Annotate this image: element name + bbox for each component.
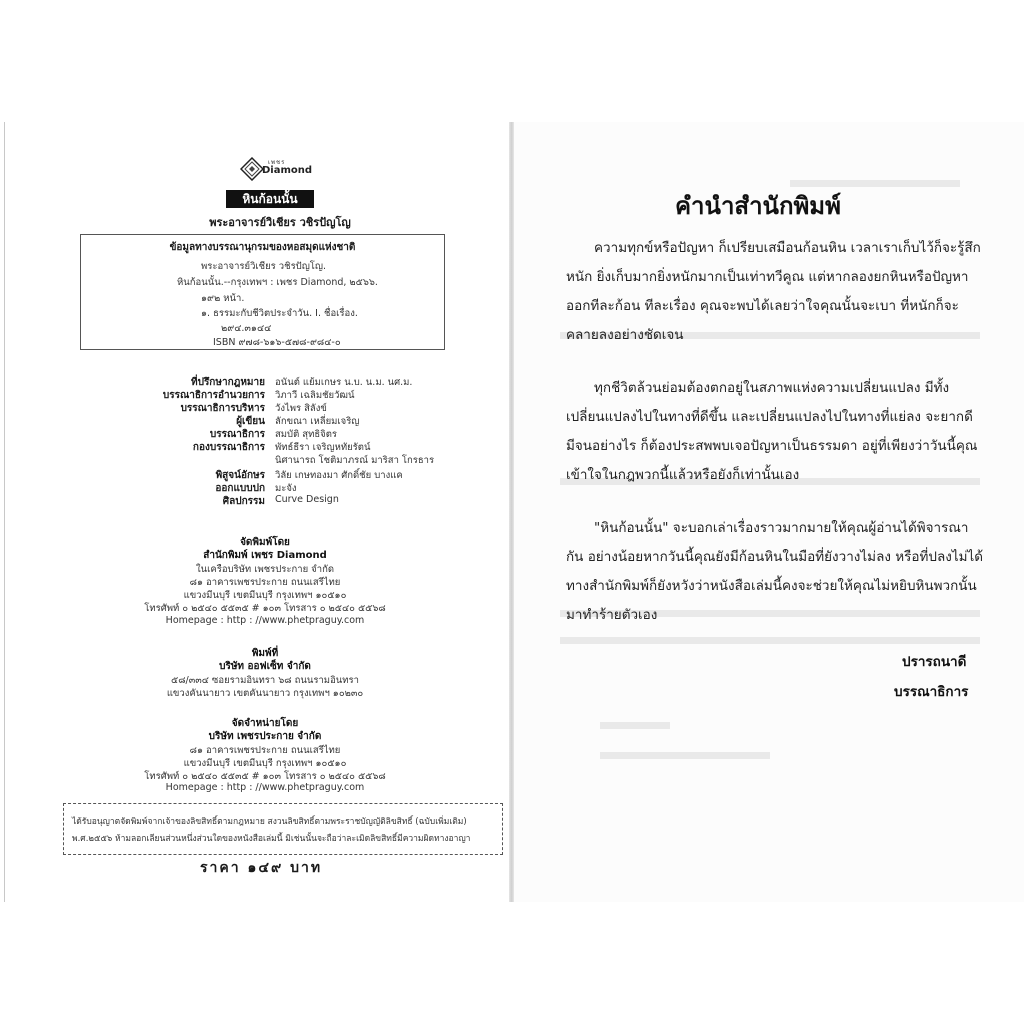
credit-label: กองบรรณาธิการ [192, 442, 265, 453]
publisher-block [100, 535, 430, 635]
publisher-line: ๘๑ อาคารเพชรประกาย ถนนเสรีไทย [189, 577, 341, 588]
publisher-name: สำนักพิมพ์ เพชร Diamond [203, 550, 327, 561]
foreword-line: คลายลงอย่างชัดเจน [566, 327, 684, 343]
credit-label: บรรณาธิการอำนวยการ [162, 390, 265, 401]
foreword-line: เปลี่ยนแปลงไปในทางที่ดีขึ้น และเปลี่ยนแปลงไปในทางที่แย่ลง จะยากดี [566, 409, 973, 425]
publisher-line: ในเครือบริษัท เพชรประกาย จำกัด [195, 564, 334, 575]
credit-value: พัทธ์ธีรา เจริญหทัยรัตน์ [275, 442, 371, 453]
cip-line: ๑. ธรรมะกับชีวิตประจำวัน. I. ชื่อเรื่อง. [201, 308, 358, 319]
foreword-line: หนัก ยิ่งเก็บมากยิ่งหนักมากเป็นเท่าทวีคูณ แต่หากลองยกหินหรือปัญหา [566, 269, 969, 285]
printer-heading: พิมพ์ที่ [251, 648, 279, 659]
credit-value: นิศานารถ โชติมาภรณ์ มาริสา โกรธาร [275, 455, 435, 466]
distributor-line: แขวงมีนบุรี เขตมีนบุรี กรุงเทพฯ ๑๐๕๑๐ [183, 758, 347, 769]
logo-small-text: เพชร [268, 159, 286, 166]
credit-value: วิลัย เกษทองมา ศักดิ์ชัย บางแค [275, 470, 403, 481]
credit-label: ศิลปกรรม [222, 496, 265, 507]
show-through-mark [600, 722, 670, 729]
distributor-phone: โทรศัพท์ ๐ ๒๕๔๐ ๕๕๓๕ # ๑๐๓ โทรสาร ๐ ๒๕๔๐ ๕๕๖๘ [144, 771, 386, 782]
foreword-line: มาทำร้ายตัวเอง [566, 607, 658, 623]
cip-line: ๑๙๒ หน้า. [201, 293, 245, 304]
publisher-homepage: Homepage : http : //www.phetpraguy.com [165, 615, 365, 626]
printer-line: ๕๘/๓๓๔ ซอยรามอินทรา ๖๘ ถนนรามอินทรา [171, 675, 359, 686]
distributor-homepage: Homepage : http : //www.phetpraguy.com [165, 782, 365, 793]
printer-name: บริษัท ออฟเซ็ท จำกัด [219, 661, 311, 672]
copyright-notice-box [63, 803, 503, 855]
foreword-line: ออกทีละก้อน ทีละเรื่อง คุณจะพบได้เลยว่าใจคุณนั้นจะเบา ที่หนักก็จะ [566, 298, 959, 314]
credit-label: บรรณาธิการ [209, 429, 265, 440]
cip-line: พระอาจารย์วิเชียร วชิรปัญโญ. [201, 261, 327, 272]
publisher-line: แขวงมีนบุรี เขตมีนบุรี กรุงเทพฯ ๑๐๕๑๐ [183, 590, 347, 601]
publisher-logo [240, 157, 320, 183]
credit-value: วิภาวี เฉลิมชัยวัฒน์ [275, 390, 355, 401]
distributor-name: บริษัท เพชรประกาย จำกัด [208, 731, 322, 742]
price-label: ราคา ๑๔๙ บาท [200, 860, 323, 876]
credit-value: Curve Design [275, 494, 339, 505]
author-name: พระอาจารย์วิเชียร วชิรปัญโญ [209, 216, 351, 229]
foreword-line: ทางสำนักพิมพ์ก็ยังหวังว่าหนังสือเล่มนี้คงจะช่วยให้คุณไม่หยิบหินพวกนั้น [566, 578, 977, 594]
copyright-line: พ.ศ.๒๕๕๖ ห้ามลอกเลียนส่วนหนึ่งส่วนใดของหนังสือเล่มนี้ มิเช่นนั้นจะถือว่าละเมิดลิขสิทธิ์มีความผิดทางอาญา [72, 834, 471, 844]
foreword-line: เข้าใจในกฎพวกนี้แล้วหรือยังก็เท่านั้นเอง [566, 467, 800, 483]
show-through-mark [560, 637, 980, 644]
distributor-line: ๘๑ อาคารเพชรประกาย ถนนเสรีไทย [189, 745, 341, 756]
show-through-mark [600, 752, 770, 759]
cip-line: หินก้อนนั้น.--กรุงเทพฯ : เพชร Diamond, ๒๕๖๖. [177, 277, 378, 288]
foreword-line: ความทุกข์หรือปัญหา ก็เปรียบเสมือนก้อนหิน เวลาเราเก็บไว้ก็จะรู้สึก [594, 240, 981, 256]
printer-block [100, 646, 430, 699]
copyright-line: ได้รับอนุญาตจัดพิมพ์จากเจ้าของลิขสิทธิ์ตามกฎหมาย สงวนลิขสิทธิ์ตามพระราชบัญญัติลิขสิทธิ์ (ฉบับเพิ่มเติม) [72, 817, 467, 827]
foreword-line: มีจนอย่างไร ก็ต้องประสพพบเจอปัญหาเป็นธรรมดา อยู่ที่เพียงว่าวันนี้คุณ [566, 438, 978, 454]
foreword-line: "หินก้อนนั้น" จะบอกเล่าเรื่องราวมากมายให้คุณผู้อ่านได้พิจารณา [594, 520, 969, 536]
credit-label: ผู้เขียน [236, 416, 265, 427]
diamond-logo-icon [240, 157, 264, 181]
credit-label: ที่ปรึกษากฎหมาย [191, 377, 265, 388]
cip-line: ISBN ๙๗๘-๖๑๖-๕๗๘-๙๘๔-๐ [213, 337, 341, 348]
cip-line: ๒๙๔.๓๑๔๔ [221, 323, 272, 334]
credit-label: บรรณาธิการบริหาร [180, 403, 265, 414]
credit-value: อนันต์ แย้มเกษร น.บ. น.ม. นศ.ม. [275, 377, 413, 388]
credit-value: วังไพร สิลังข์ [275, 403, 327, 414]
publisher-phone: โทรศัพท์ ๐ ๒๕๔๐ ๕๕๓๕ # ๑๐๓ โทรสาร ๐ ๒๕๔๐ ๕๕๖๘ [144, 603, 386, 614]
credit-value: สมบัติ สุทธิจิตร [275, 429, 337, 440]
publisher-heading: จัดพิมพ์โดย [240, 537, 290, 548]
credit-label: พิสูจน์อักษร [215, 470, 265, 481]
credit-value: ลักขณา เหลี่ยมเจริญ [275, 416, 360, 427]
closing-text: ปรารถนาดี [902, 654, 967, 670]
foreword-heading: คำนำสำนักพิมพ์ [675, 192, 841, 220]
foreword-line: ทุกชีวิตล้วนย่อมต้องตกอยู่ในสภาพแห่งความเปลี่ยนแปลง มีทั้ง [594, 380, 950, 396]
printer-line: แขวงคันนายาว เขตคันนายาว กรุงเทพฯ ๑๐๒๓๐ [166, 688, 364, 699]
credit-value: มะจัง [275, 483, 297, 494]
logo-wordmark: Diamond [262, 165, 313, 176]
foreword-line: กัน อย่างน้อยหากวันนี้คุณยังมีก้อนหินในมือที่ยังวางไม่ลง หรือที่ปลงไม่ได้ [566, 549, 984, 565]
cip-title: ข้อมูลทางบรรณานุกรมของหอสมุดแห่งชาติ [169, 242, 356, 253]
signature-text: บรรณาธิการ [894, 684, 969, 700]
credit-label: ออกแบบปก [215, 483, 265, 494]
distributor-heading: จัดจำหน่ายโดย [231, 718, 299, 729]
cataloging-data-box [80, 234, 445, 350]
book-title: หินก้อนนั้น [226, 190, 314, 208]
distributor-block [100, 716, 430, 801]
